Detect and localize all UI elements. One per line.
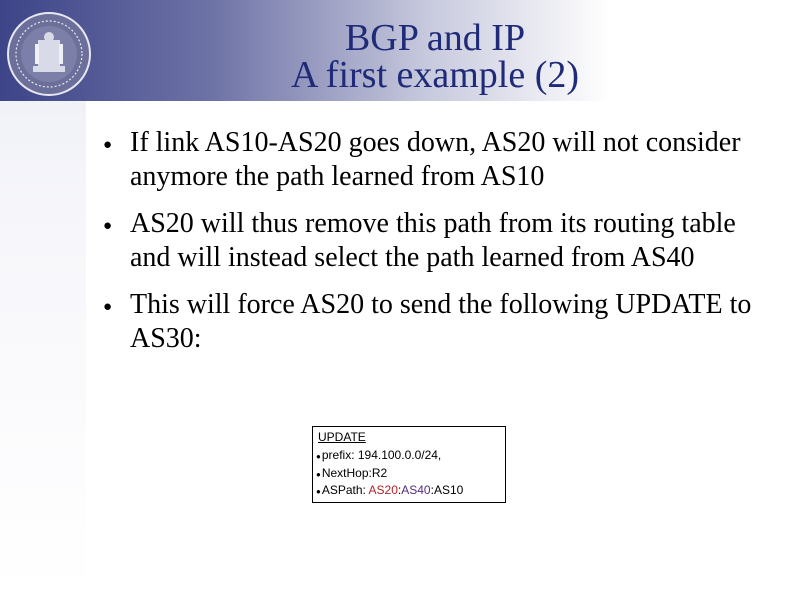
slide-title-line-1: BGP and IP — [344, 17, 526, 59]
update-header: UPDATE — [318, 430, 366, 444]
university-seal-icon — [5, 10, 93, 98]
bullet-dot-icon: ● — [103, 299, 113, 315]
list-dot-icon: ● — [316, 487, 321, 496]
update-aspath-row — [316, 482, 463, 501]
aspath-as20: AS20 — [368, 483, 398, 497]
update-nexthop-row — [316, 465, 387, 484]
update-nexthop: NextHop:R2 — [321, 465, 388, 480]
update-prefix-row — [316, 447, 441, 466]
aspath-as10: AS10 — [433, 483, 464, 497]
bullet-text: This will force AS20 to send the following UPDATE to AS30: — [130, 289, 752, 354]
aspath-separator: : — [430, 483, 434, 497]
aspath-label: ASPath: — [321, 483, 369, 497]
slide-title — [200, 17, 670, 96]
bullet-dot-icon: ● — [103, 137, 113, 153]
update-prefix: prefix: 194.100.0.0/24, — [321, 448, 442, 462]
list-dot-icon: ● — [316, 469, 321, 479]
aspath-separator: : — [397, 483, 402, 497]
slide-title-line-2: A first example (2) — [290, 54, 580, 96]
bullet-text: If link AS10-AS20 goes down, AS20 will not consider anymore the path learned from AS10 — [130, 127, 741, 192]
list-dot-icon: ● — [316, 452, 321, 461]
bullet-text: AS20 will thus remove this path from its routing table and will instead select the path learned from AS40 — [130, 208, 736, 273]
bullet-list — [103, 126, 783, 369]
bullet-dot-icon: ● — [103, 218, 113, 234]
update-message-box — [312, 426, 506, 503]
aspath-as40: AS40 — [401, 483, 431, 497]
bullet-item — [103, 207, 783, 275]
bullet-item — [103, 126, 783, 194]
bullet-item — [103, 288, 783, 356]
